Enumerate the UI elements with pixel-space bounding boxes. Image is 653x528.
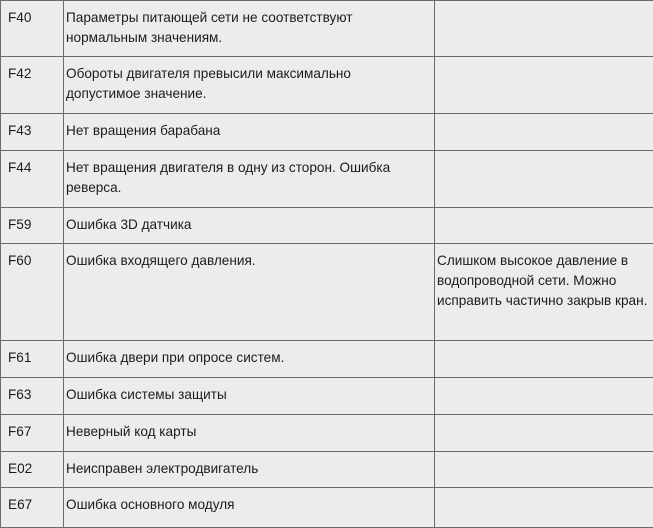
table-row xyxy=(1,1,653,57)
table-row xyxy=(1,341,653,378)
error-description: Ошибка системы защиты xyxy=(64,378,435,415)
table-row xyxy=(1,244,653,341)
error-description: Ошибка входящего давления. xyxy=(64,244,435,341)
error-code: F59 xyxy=(1,208,64,244)
error-code: E02 xyxy=(1,452,64,488)
error-note xyxy=(435,341,653,378)
error-code: F44 xyxy=(1,151,64,208)
error-note: Слишком высокое давление в водопроводной сети. Можно исправить частично закрыв кран. xyxy=(435,244,653,341)
error-note xyxy=(435,57,653,114)
table-row xyxy=(1,151,653,208)
error-note xyxy=(435,378,653,415)
error-note xyxy=(435,151,653,208)
error-note xyxy=(435,488,653,528)
table-row xyxy=(1,208,653,244)
error-description: Ошибка двери при опросе систем. xyxy=(64,341,435,378)
table-row xyxy=(1,415,653,452)
error-note xyxy=(435,415,653,452)
error-description: Неверный код карты xyxy=(64,415,435,452)
error-description: Ошибка 3D датчика xyxy=(64,208,435,244)
error-description: Неисправен электродвигатель xyxy=(64,452,435,488)
table-row xyxy=(1,114,653,151)
error-note xyxy=(435,208,653,244)
error-code: F42 xyxy=(1,57,64,114)
error-description: Нет вращения двигателя в одну из сторон. Ошибка реверса. xyxy=(64,151,435,208)
error-code: E67 xyxy=(1,488,64,528)
error-code: F61 xyxy=(1,341,64,378)
error-description: Ошибка основного модуля xyxy=(64,488,435,528)
table-row xyxy=(1,488,653,528)
error-description: Параметры питающей сети не соответствуют нормальным значениям. xyxy=(64,1,435,57)
error-description: Обороты двигателя превысили максимально допустимое значение. xyxy=(64,57,435,114)
table-row xyxy=(1,378,653,415)
error-description: Нет вращения барабана xyxy=(64,114,435,151)
error-code: F63 xyxy=(1,378,64,415)
error-code: F67 xyxy=(1,415,64,452)
error-code: F60 xyxy=(1,244,64,341)
table-row xyxy=(1,452,653,488)
table-row xyxy=(1,57,653,114)
error-note xyxy=(435,1,653,57)
error-note xyxy=(435,452,653,488)
error-code: F40 xyxy=(1,1,64,57)
error-code: F43 xyxy=(1,114,64,151)
error-note xyxy=(435,114,653,151)
